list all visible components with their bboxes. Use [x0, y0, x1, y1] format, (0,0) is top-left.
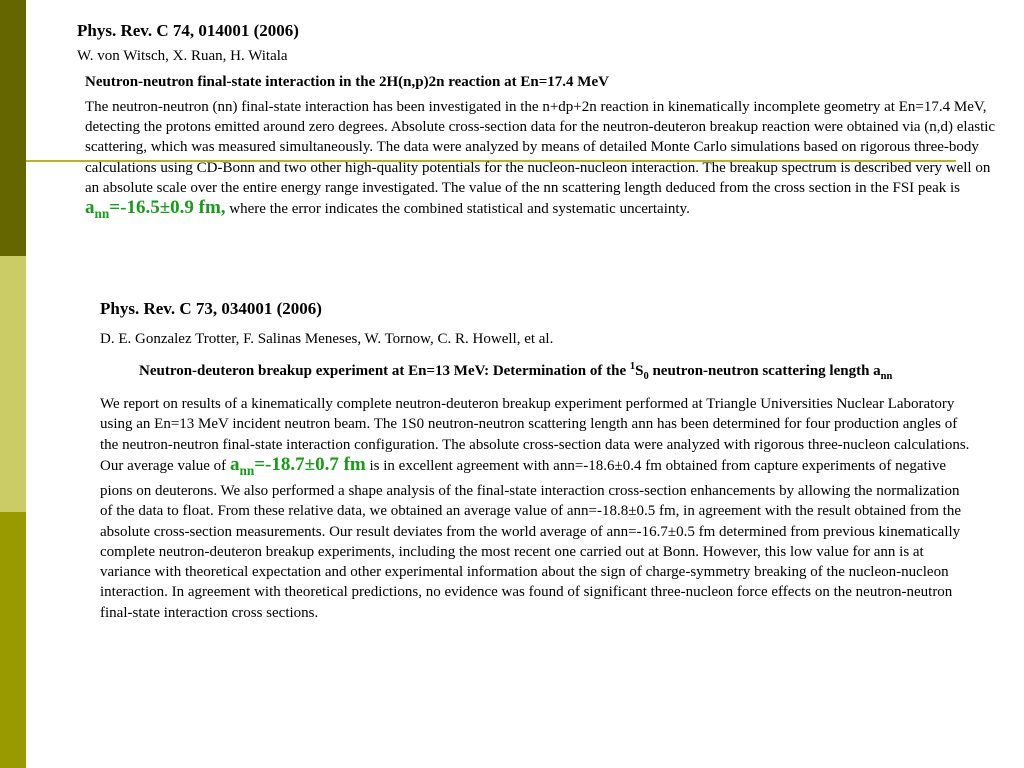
decor-band-bottom: [0, 512, 26, 768]
paper-2-highlight-symbol: a: [229, 453, 240, 475]
paper-2-abstract-before: We report on results of a kinematically complete neutron-deuteron breakup experiment performed at Triangle Universities Nuclear Laboratory using an En=13 MeV incident neutron beam. The 1S0 neutron-neutron scattering length ann has been determined for four production angles of the neutron-neutron final-state interaction configuration. The absolute cross-section data were analyzed with rigorous three-nucleon calculations. Our average value of: [100, 396, 970, 474]
paper-2-title-superscript: 1: [629, 361, 636, 372]
paper-2-title: [100, 357, 970, 387]
paper-1-authors: W. von Witsch, X. Ruan, H. Witala: [77, 48, 288, 64]
paper-1-scattering-length: [85, 197, 226, 221]
paper-1-highlight-symbol: a: [85, 197, 95, 219]
paper-2-title-subscript: 0: [643, 371, 649, 382]
paper-2-title-subscript-nn: nn: [880, 371, 893, 382]
paper-2-abstract: [100, 394, 970, 623]
paper-2-title-s: S: [635, 363, 644, 379]
paper-2-highlight-value: =-18.7±0.7 fm: [254, 453, 366, 475]
paper-2: [100, 298, 970, 623]
decor-band-middle: [0, 256, 26, 512]
paper-1-abstract-before: The neutron-neutron (nn) final-state interaction has been investigated in the n+dp+2n reaction in kinematically incomplete geometry at En=17.4 MeV, detecting the protons emitted around zero degrees. Absolute cross-section data for the neutron-deuteron breakup reaction were obtained via (n,d) elastic scattering, which was measured simultaneously. The data were analyzed by means of detailed Monte Carlo simulations based on rigorous three-body calculations using CD-Bonn and two other high-quality potentials for the nucleon-nucleon interaction. The breakup spectrum is described very well on an absolute scale over the entire energy range investigated. The value of the nn scattering length deduced from the cross section in the FSI peak is: [85, 99, 996, 196]
paper-2-title-part1: Neutron-deuteron breakup experiment at En=13 MeV: Determination of the: [139, 363, 630, 379]
paper-1-abstract: [85, 97, 1002, 224]
paper-1-highlight-subscript: nn: [94, 205, 110, 221]
decor-band-top: [0, 0, 26, 256]
paper-1-title: Neutron-neutron final-state interaction in the 2H(n,p)2n reaction at En=17.4 MeV: [85, 74, 609, 90]
paper-2-title-part2: neutron-neutron scattering length a: [648, 363, 881, 379]
paper-1: [77, 20, 1002, 224]
paper-1-abstract-after: where the error indicates the combined statistical and systematic uncertainty.: [229, 201, 690, 218]
paper-2-abstract-after: is in excellent agreement with ann=-18.6±0.4 fm obtained from capture experiments of negative pions on deuterons. We also performed a shape analysis of the final-state interaction cross-section enhancements by allowing the normalization of the data to float. From these relative data, we obtained an average value of ann=-18.8±0.5 fm, in agreement with the result obtained from the absolute cross-section measurements. Our result deviates from the world average of ann=-16.7±0.5 fm determined from previous kinematically complete neutron-deuteron breakup experiments, including the most recent one carried out at Bonn. However, this low value for ann is at variance with theoretical expectation and other experimental information about the sign of charge-symmetry breaking of the nucleon-nucleon interaction. In agreement with theoretical predictions, no evidence was found of significant three-nucleon force effects on the neutron-neutron final-state interaction cross sections.: [100, 457, 961, 621]
paper-1-reference: Phys. Rev. C 74, 014001 (2006): [77, 21, 299, 40]
paper-1-highlight-value: =-16.5±0.9 fm,: [109, 197, 226, 219]
paper-2-scattering-length: [229, 453, 366, 478]
paper-2-reference: Phys. Rev. C 73, 034001 (2006): [100, 299, 322, 318]
paper-2-highlight-subscript: nn: [239, 462, 255, 478]
paper-2-authors: D. E. Gonzalez Trotter, F. Salinas Meneses, W. Tornow, C. R. Howell, et al.: [100, 331, 554, 347]
